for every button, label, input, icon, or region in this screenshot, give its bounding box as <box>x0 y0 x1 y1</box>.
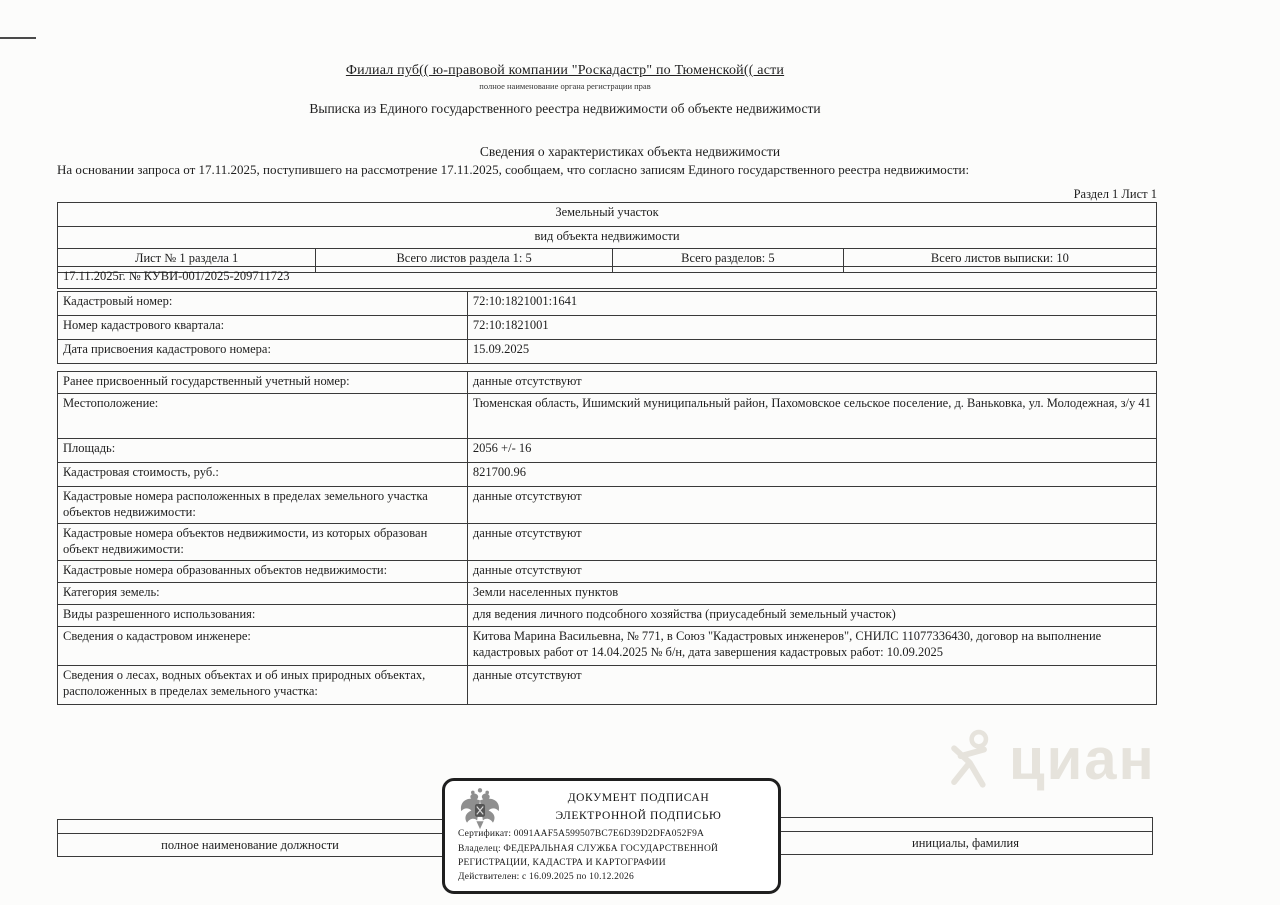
table-row <box>58 227 1157 249</box>
row-label: Кадастровая стоимость, руб.: <box>58 463 468 487</box>
row-label: Кадастровый номер: <box>58 292 468 316</box>
table-row <box>58 267 1157 289</box>
row-label: Кадастровые номера расположенных в пределах земельного участка объектов недвижимости: <box>58 487 468 524</box>
row-value: 821700.96 <box>467 463 1156 487</box>
row-value: 2056 +/- 16 <box>467 439 1156 463</box>
sheet-number-cell: Лист № 1 раздела 1 <box>58 249 316 273</box>
table-row <box>58 316 1157 340</box>
stamp-title-line2: ЭЛЕКТРОННОЙ ПОДПИСЬЮ <box>555 810 722 822</box>
row-value: данные отсутствуют <box>467 524 1156 561</box>
signature-blank-cell <box>779 818 1153 832</box>
stamp-title-line1: ДОКУМЕНТ ПОДПИСАН <box>567 792 710 804</box>
object-type-caption-cell: вид объекта недвижимости <box>58 227 1157 249</box>
table-row <box>58 372 1157 394</box>
row-label: Площадь: <box>58 439 468 463</box>
row-label: Виды разрешенного использования: <box>58 605 468 627</box>
signature-blank-cell <box>58 820 443 834</box>
table-row <box>58 487 1157 524</box>
table-row <box>58 340 1157 364</box>
table-row <box>58 292 1157 316</box>
row-label: Сведения о лесах, водных объектах и об иных природных объектах, расположенных в пределах земельного участка: <box>58 666 468 705</box>
document-header <box>0 63 1130 91</box>
cian-watermark-text: циан <box>1009 727 1156 792</box>
table-row <box>58 820 443 834</box>
table-row <box>58 439 1157 463</box>
name-signature-box <box>778 817 1153 855</box>
row-value: данные отсутствуют <box>467 561 1156 583</box>
total-sections-cell: Всего разделов: 5 <box>612 249 843 273</box>
object-details-table <box>57 371 1157 705</box>
row-value: 72:10:1821001 <box>467 316 1156 340</box>
document-subtitle: Сведения о характеристиках объекта недвижимости <box>479 144 781 159</box>
table-row <box>58 203 1157 227</box>
row-value: для ведения личного подсобного хозяйства (приусадебный земельный участок) <box>467 605 1156 627</box>
stamp-certificate: Сертификат: 0091AAF5A599507BC7E6D39D2DFA052F9A <box>458 829 705 839</box>
row-value: 72:10:1821001:1641 <box>467 292 1156 316</box>
row-label: Ранее присвоенный государственный учетный номер: <box>58 372 468 394</box>
cian-watermark <box>945 727 1156 793</box>
coat-of-arms-icon <box>457 785 503 833</box>
row-value: Земли населенных пунктов <box>467 583 1156 605</box>
position-caption: полное наименование должности <box>58 834 443 857</box>
request-number-cell: 17.11.2025г. № КУВИ-001/2025-209711723 <box>58 267 1157 289</box>
registration-authority-caption: полное наименование органа регистрации прав <box>479 81 651 91</box>
row-value: Китова Марина Васильевна, № 771, в Союз "Кадастровых инженеров", СНИЛС 11077336430, договор на выполнение кадастровых работ от 14.04.2025 № б/н, дата завершения кадастровых работ: 10.09.2025 <box>467 627 1156 666</box>
total-sheets-extract-cell: Всего листов выписки: 10 <box>843 249 1156 273</box>
row-label: Местоположение: <box>58 394 468 439</box>
table-row <box>58 561 1157 583</box>
row-value: Тюменская область, Ишимский муниципальный район, Пахомовское сельское поселение, д. Ваньковка, ул. Молодежная, з/у 41 <box>467 394 1156 439</box>
row-label: Кадастровые номера объектов недвижимости, из которых образован объект недвижимости: <box>58 524 468 561</box>
table-row <box>58 463 1157 487</box>
object-type-cell: Земельный участок <box>58 203 1157 227</box>
scan-artifact-dash <box>0 37 36 39</box>
table-row <box>58 394 1157 439</box>
electronic-signature-stamp <box>442 778 781 894</box>
table-row <box>58 834 443 857</box>
stamp-owner-line1: Владелец: ФЕДЕРАЛЬНАЯ СЛУЖБА ГОСУДАРСТВЕННОЙ <box>458 844 719 854</box>
table-row <box>58 583 1157 605</box>
position-signature-box <box>57 819 443 857</box>
stamp-validity: Действителен: с 16.09.2025 по 10.12.2026 <box>458 872 634 882</box>
table-row <box>58 524 1157 561</box>
row-label: Сведения о кадастровом инженере: <box>58 627 468 666</box>
request-number-table <box>57 266 1157 289</box>
request-intro-paragraph: На основании запроса от 17.11.2025, поступившего на рассмотрение 17.11.2025, сообщаем, что согласно записям Единого государственного реестра недвижимости: <box>57 162 970 177</box>
section-sheet-label: Раздел 1 Лист 1 <box>1073 187 1157 201</box>
table-row <box>58 605 1157 627</box>
row-value: данные отсутствуют <box>467 372 1156 394</box>
table-row <box>58 666 1157 705</box>
row-label: Дата присвоения кадастрового номера: <box>58 340 468 364</box>
table-row <box>58 627 1157 666</box>
cian-logo-icon <box>945 727 997 793</box>
document-title: Выписка из Единого государственного реестра недвижимости об объекте недвижимости <box>309 101 821 116</box>
row-label: Категория земель: <box>58 583 468 605</box>
object-type-table <box>57 202 1157 273</box>
initials-caption: инициалы, фамилия <box>779 832 1153 855</box>
stamp-owner-line2: РЕГИСТРАЦИИ, КАДАСТРА И КАРТОГРАФИИ <box>458 858 666 868</box>
row-value: данные отсутствуют <box>467 666 1156 705</box>
row-value: 15.09.2025 <box>467 340 1156 364</box>
row-label: Кадастровые номера образованных объектов недвижимости: <box>58 561 468 583</box>
registration-authority-name: Филиал пуб(( ю-правовой компании "Роскадастр" по Тюменской(( асти <box>345 63 785 78</box>
table-row <box>779 818 1153 832</box>
cadastral-number-table <box>57 291 1157 364</box>
row-value: данные отсутствуют <box>467 487 1156 524</box>
total-sheets-section-cell: Всего листов раздела 1: 5 <box>316 249 613 273</box>
table-row <box>779 832 1153 855</box>
row-label: Номер кадастрового квартала: <box>58 316 468 340</box>
